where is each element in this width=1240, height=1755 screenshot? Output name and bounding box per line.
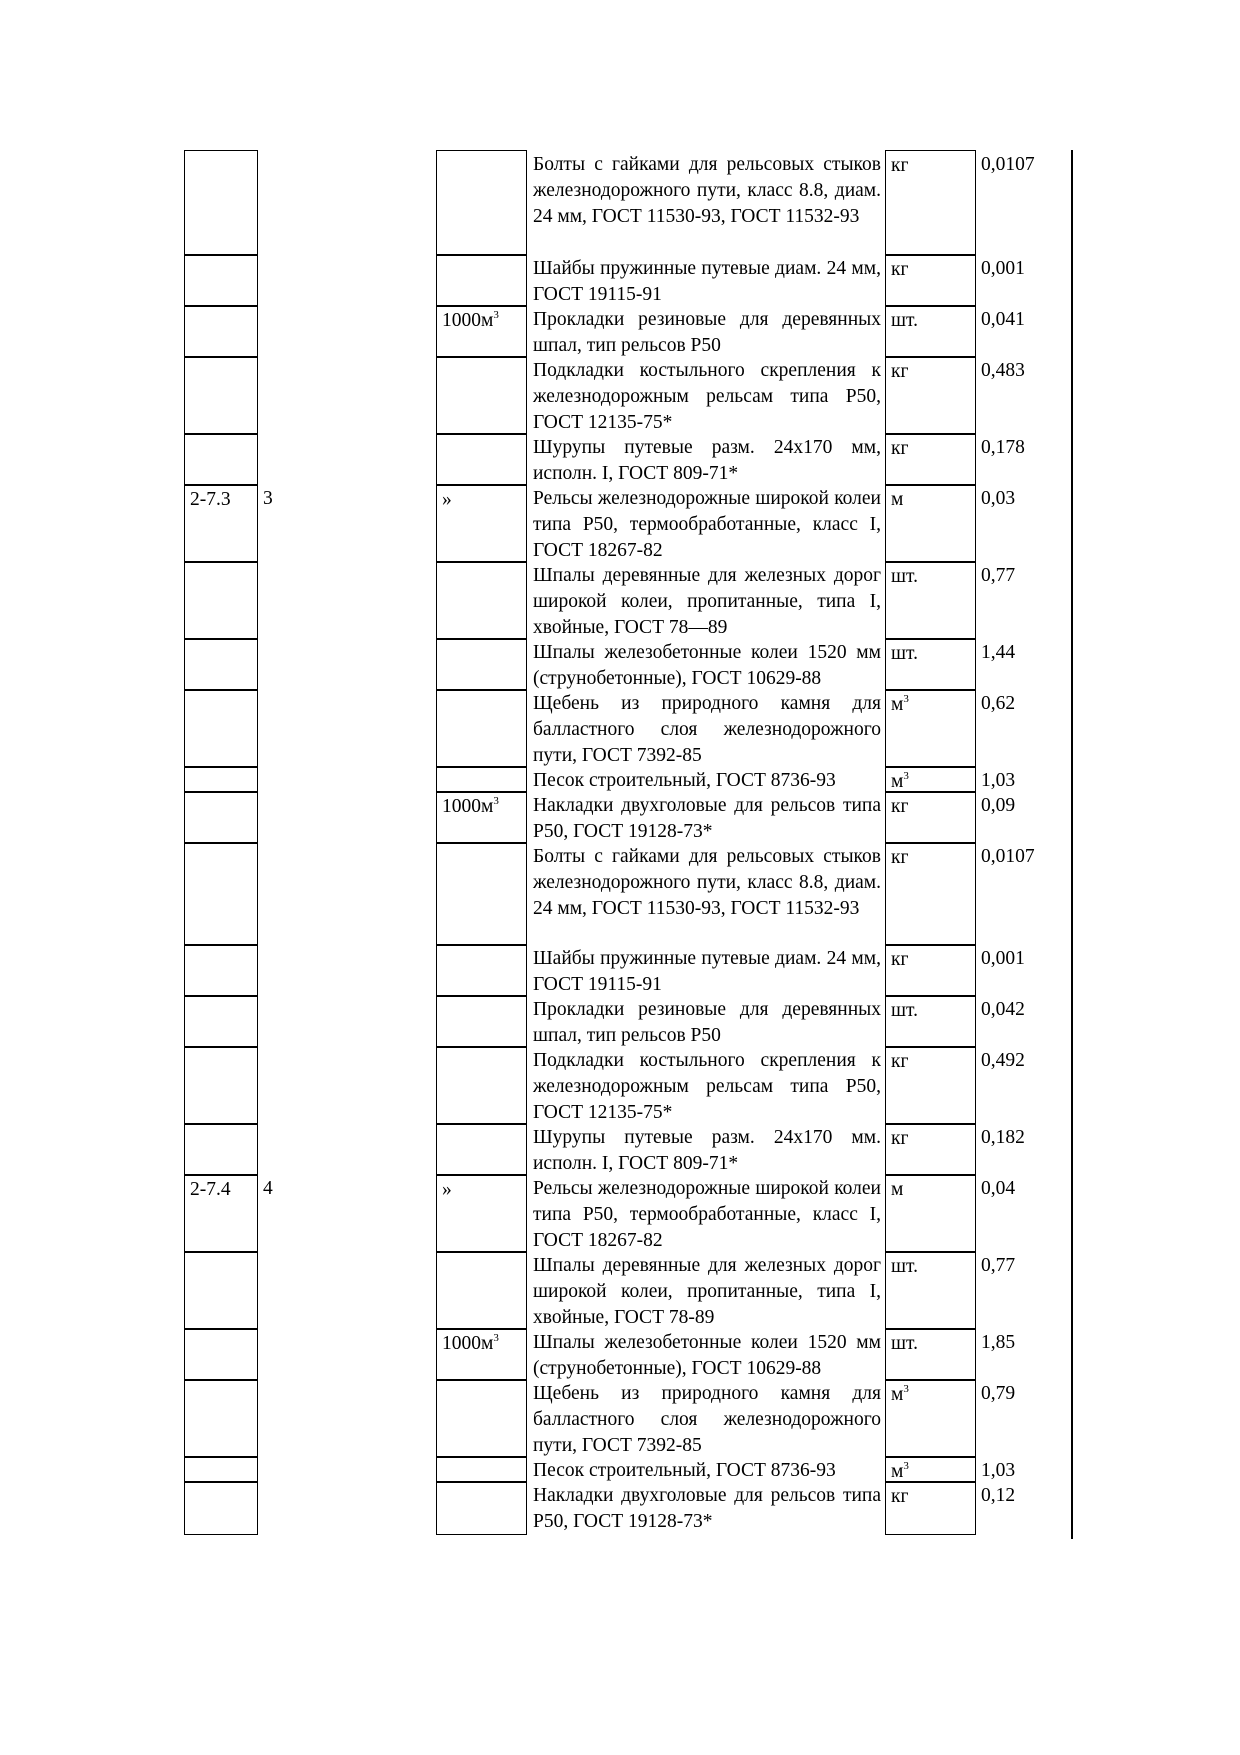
superscript-exponent: 3 — [903, 1383, 909, 1395]
value-text: 0,04 — [981, 1178, 1016, 1199]
cell-unit-group — [436, 433, 527, 486]
unit-text: кг — [891, 847, 909, 868]
cell-unit — [885, 1328, 976, 1381]
cell-unit — [885, 1481, 976, 1535]
cell-unit-group — [436, 1123, 527, 1176]
description-text: Щебень из природного камня для балластного слоя железнодорожного пути, ГОСТ 7392-85 — [533, 693, 881, 766]
cell-description — [527, 1046, 885, 1123]
cell-value — [976, 1174, 1071, 1251]
table-row — [0, 484, 1240, 561]
cell-unit-group — [436, 1328, 527, 1381]
cell-unit — [885, 1046, 976, 1125]
cell-description — [527, 995, 885, 1046]
cell-description — [527, 561, 885, 638]
cell-unit-group — [436, 689, 527, 768]
cell-unit — [885, 638, 976, 691]
description-text: Шурупы путевые разм. 24х170 мм, исполн. I, ГОСТ 809-71* — [533, 437, 881, 484]
description-text: Шайбы пружинные путевые диам. 24 мм, ГОСТ 19115-91 — [533, 258, 881, 305]
cell-code — [184, 305, 258, 358]
value-text: 0,492 — [981, 1050, 1025, 1071]
cell-value — [976, 433, 1071, 484]
value-text: 0,77 — [981, 1255, 1016, 1276]
cell-num — [258, 356, 436, 433]
cell-code — [184, 1328, 258, 1381]
superscript-exponent: 3 — [493, 309, 499, 321]
cell-unit — [885, 766, 976, 793]
cell-description — [527, 150, 885, 254]
cell-code — [184, 1379, 258, 1458]
cell-unit-group — [436, 484, 527, 563]
description-text: Песок строительный, ГОСТ 8736-93 — [533, 1460, 836, 1481]
cell-code — [184, 1481, 258, 1535]
cell-num — [258, 1174, 436, 1251]
cell-num — [258, 1328, 436, 1379]
description-text: Шпалы деревянные для железных дорог широкой колеи, пропитанные, типа I, хвойные, ГОСТ 78—89 — [533, 565, 881, 638]
cell-unit — [885, 433, 976, 486]
cell-description — [527, 1328, 885, 1379]
cell-code — [184, 1456, 258, 1483]
table-row — [0, 638, 1240, 689]
cell-description — [527, 305, 885, 356]
cell-num — [258, 791, 436, 842]
description-text: Болты с гайками для рельсовых стыков железнодорожного пути, класс 8.8, диам. 24 мм, ГОСТ 11530-93, ГОСТ 11532-93 — [533, 154, 881, 227]
table-row — [0, 791, 1240, 842]
cell-code — [184, 638, 258, 691]
cell-value — [976, 561, 1071, 638]
cell-code — [184, 356, 258, 435]
cell-description — [527, 1456, 885, 1481]
cell-value — [976, 689, 1071, 766]
cell-unit-group — [436, 638, 527, 691]
description-text: Шпалы деревянные для железных дорог широкой колеи, пропитанные, типа I, хвойные, ГОСТ 78-89 — [533, 1255, 881, 1328]
table-row — [0, 254, 1240, 305]
value-text: 1,85 — [981, 1332, 1016, 1353]
cell-description — [527, 1379, 885, 1456]
cell-value — [976, 842, 1071, 944]
description-text: Подкладки костыльного скрепления к железнодорожным рельсам типа Р50, ГОСТ 12135-75* — [533, 360, 881, 433]
table-row — [0, 1046, 1240, 1123]
cell-num — [258, 1123, 436, 1174]
value-text: 0,79 — [981, 1383, 1016, 1404]
description-text: Шпалы железобетонные колеи 1520 мм (струнобетонные), ГОСТ 10629-88 — [533, 642, 881, 689]
cell-num — [258, 1046, 436, 1123]
cell-unit — [885, 1174, 976, 1253]
cell-unit-group — [436, 356, 527, 435]
cell-num — [258, 484, 436, 561]
cell-num — [258, 1251, 436, 1328]
description-text: Рельсы железнодорожные широкой колеи типа Р50, термообработанные, класс I, ГОСТ 18267-82 — [533, 488, 881, 561]
unit-group-text: » — [442, 489, 452, 510]
cell-num — [258, 944, 436, 995]
cell-value — [976, 1379, 1071, 1456]
cell-description — [527, 1251, 885, 1328]
value-text: 0,0107 — [981, 154, 1035, 175]
cell-unit-group — [436, 305, 527, 358]
cell-num — [258, 842, 436, 944]
cell-value — [976, 1046, 1071, 1123]
cell-description — [527, 1174, 885, 1251]
table-row — [0, 561, 1240, 638]
superscript-exponent: 3 — [903, 1460, 909, 1472]
unit-text: м — [891, 1461, 904, 1482]
description-text: Щебень из природного камня для балластного слоя железнодорожного пути, ГОСТ 7392-85 — [533, 1383, 881, 1456]
cell-unit-group — [436, 561, 527, 640]
cell-value — [976, 1328, 1071, 1379]
cell-unit-group — [436, 1379, 527, 1458]
code-text: 2-7.3 — [190, 489, 231, 510]
table-row — [0, 1456, 1240, 1481]
table-row — [0, 1481, 1240, 1533]
cell-code — [184, 766, 258, 793]
table-row — [0, 305, 1240, 356]
cell-description — [527, 484, 885, 561]
cell-unit — [885, 305, 976, 358]
cell-value — [976, 484, 1071, 561]
cell-code — [184, 689, 258, 768]
cell-code — [184, 433, 258, 486]
description-text: Накладки двухголовые для рельсов типа Р50, ГОСТ 19128-73* — [533, 795, 881, 842]
cell-unit — [885, 1456, 976, 1483]
cell-code — [184, 1251, 258, 1330]
cell-value — [976, 1456, 1071, 1481]
cell-unit-group — [436, 766, 527, 793]
cell-unit — [885, 254, 976, 307]
superscript-exponent: 3 — [493, 1332, 499, 1344]
cell-num — [258, 150, 436, 254]
cell-unit — [885, 791, 976, 844]
value-text: 0,77 — [981, 565, 1016, 586]
cell-unit — [885, 842, 976, 946]
unit-text: кг — [891, 949, 909, 970]
value-text: 0,12 — [981, 1485, 1016, 1506]
value-text: 0,178 — [981, 437, 1025, 458]
cell-description — [527, 254, 885, 305]
cell-unit-group — [436, 995, 527, 1048]
unit-text: кг — [891, 1128, 909, 1149]
cell-code — [184, 944, 258, 997]
cell-unit-group — [436, 944, 527, 997]
cell-value — [976, 791, 1071, 842]
cell-value — [976, 1481, 1071, 1533]
cell-description — [527, 356, 885, 433]
table-row — [0, 995, 1240, 1046]
table-row — [0, 944, 1240, 995]
cell-num — [258, 638, 436, 689]
cell-description — [527, 433, 885, 484]
num-text: 3 — [263, 488, 273, 509]
table-row — [0, 766, 1240, 791]
value-text: 0,0107 — [981, 846, 1035, 867]
description-text: Болты с гайками для рельсовых стыков железнодорожного пути, класс 8.8, диам. 24 мм, ГОСТ 11530-93, ГОСТ 11532-93 — [533, 846, 881, 919]
description-text: Рельсы железнодорожные широкой колеи типа Р50, термообработанные, класс I, ГОСТ 18267-82 — [533, 1178, 881, 1251]
cell-unit-group — [436, 791, 527, 844]
unit-group-text: 1000м — [442, 1333, 494, 1354]
cell-code — [184, 254, 258, 307]
cell-unit — [885, 944, 976, 997]
cell-description — [527, 1481, 885, 1533]
cell-num — [258, 305, 436, 356]
cell-unit — [885, 356, 976, 435]
cell-value — [976, 1123, 1071, 1174]
value-text: 0,182 — [981, 1127, 1025, 1148]
unit-group-text: 1000м — [442, 310, 494, 331]
description-text: Накладки двухголовые для рельсов типа Р50, ГОСТ 19128-73* — [533, 1485, 881, 1532]
table-row — [0, 689, 1240, 766]
table-row — [0, 433, 1240, 484]
cell-description — [527, 766, 885, 791]
value-text: 0,041 — [981, 309, 1025, 330]
value-text: 0,03 — [981, 488, 1016, 509]
table-row — [0, 150, 1240, 254]
table-row — [0, 1251, 1240, 1328]
description-text: Песок строительный, ГОСТ 8736-93 — [533, 770, 836, 791]
num-text: 4 — [263, 1178, 273, 1199]
description-text: Подкладки костыльного скрепления к железнодорожным рельсам типа Р50, ГОСТ 12135-75* — [533, 1050, 881, 1123]
unit-text: кг — [891, 796, 909, 817]
cell-unit — [885, 1379, 976, 1458]
cell-unit — [885, 150, 976, 256]
cell-code — [184, 1174, 258, 1253]
cell-num — [258, 1456, 436, 1481]
value-text: 0,001 — [981, 948, 1025, 969]
cell-num — [258, 766, 436, 791]
cell-description — [527, 791, 885, 842]
cell-code — [184, 484, 258, 563]
unit-text: м — [891, 1179, 904, 1200]
table-row — [0, 356, 1240, 433]
superscript-exponent: 3 — [493, 795, 499, 807]
cell-unit — [885, 995, 976, 1048]
cell-unit-group — [436, 1251, 527, 1330]
cell-description — [527, 842, 885, 944]
cell-num — [258, 1481, 436, 1533]
cell-unit — [885, 484, 976, 563]
cell-unit — [885, 689, 976, 768]
unit-text: кг — [891, 1486, 909, 1507]
cell-value — [976, 995, 1071, 1046]
description-text: Шайбы пружинные путевые диам. 24 мм, ГОСТ 19115-91 — [533, 948, 881, 995]
unit-text: шт. — [891, 1256, 918, 1277]
cell-value — [976, 638, 1071, 689]
unit-text: м — [891, 1384, 904, 1405]
unit-text: кг — [891, 438, 909, 459]
unit-text: кг — [891, 259, 909, 280]
cell-unit — [885, 1251, 976, 1330]
cell-unit-group — [436, 842, 527, 946]
cell-num — [258, 254, 436, 305]
cell-unit-group — [436, 254, 527, 307]
cell-description — [527, 689, 885, 766]
description-text: Шурупы путевые разм. 24х170 мм. исполн. I, ГОСТ 809-71* — [533, 1127, 881, 1174]
unit-text: м — [891, 489, 904, 510]
value-text: 0,483 — [981, 360, 1025, 381]
description-text: Прокладки резиновые для деревянных шпал, тип рельсов Р50 — [533, 309, 881, 356]
unit-group-text: 1000м — [442, 796, 494, 817]
unit-text: кг — [891, 1051, 909, 1072]
unit-text: кг — [891, 361, 909, 382]
cell-code — [184, 150, 258, 256]
value-text: 0,62 — [981, 693, 1016, 714]
cell-value — [976, 305, 1071, 356]
cell-unit-group — [436, 1456, 527, 1483]
cell-unit-group — [436, 150, 527, 256]
unit-text: шт. — [891, 1333, 918, 1354]
cell-unit — [885, 1123, 976, 1176]
unit-text: шт. — [891, 643, 918, 664]
description-text: Прокладки резиновые для деревянных шпал, тип рельсов Р50 — [533, 999, 881, 1046]
unit-text: шт. — [891, 1000, 918, 1021]
cell-value — [976, 766, 1071, 791]
unit-text: шт. — [891, 310, 918, 331]
value-text: 1,44 — [981, 642, 1016, 663]
table-row — [0, 1379, 1240, 1456]
superscript-exponent: 3 — [903, 770, 909, 782]
description-text: Шпалы железобетонные колеи 1520 мм (струнобетонные), ГОСТ 10629-88 — [533, 1332, 881, 1379]
value-text: 1,03 — [981, 1460, 1016, 1481]
value-text: 0,09 — [981, 795, 1016, 816]
cell-value — [976, 356, 1071, 433]
cell-unit — [885, 561, 976, 640]
cell-value — [976, 944, 1071, 995]
table-row — [0, 1328, 1240, 1379]
table-row — [0, 1174, 1240, 1251]
value-text: 0,042 — [981, 999, 1025, 1020]
table-row — [0, 1123, 1240, 1174]
unit-text: м — [891, 694, 904, 715]
cell-num — [258, 561, 436, 638]
cell-description — [527, 638, 885, 689]
table-row — [0, 842, 1240, 944]
code-text: 2-7.4 — [190, 1179, 231, 1200]
cell-num — [258, 433, 436, 484]
cell-unit-group — [436, 1481, 527, 1535]
cell-code — [184, 842, 258, 946]
unit-text: шт. — [891, 566, 918, 587]
cell-unit-group — [436, 1046, 527, 1125]
value-text: 0,001 — [981, 258, 1025, 279]
cell-num — [258, 689, 436, 766]
cell-description — [527, 1123, 885, 1174]
cell-code — [184, 791, 258, 844]
cell-value — [976, 150, 1071, 254]
cell-value — [976, 254, 1071, 305]
value-text: 1,03 — [981, 770, 1016, 791]
cell-code — [184, 1046, 258, 1125]
cell-code — [184, 561, 258, 640]
cell-value — [976, 1251, 1071, 1328]
cell-unit-group — [436, 1174, 527, 1253]
cell-code — [184, 1123, 258, 1176]
cell-num — [258, 995, 436, 1046]
cell-code — [184, 995, 258, 1048]
cell-num — [258, 1379, 436, 1456]
unit-text: м — [891, 771, 904, 792]
unit-group-text: » — [442, 1179, 452, 1200]
superscript-exponent: 3 — [903, 693, 909, 705]
unit-text: кг — [891, 155, 909, 176]
cell-description — [527, 944, 885, 995]
